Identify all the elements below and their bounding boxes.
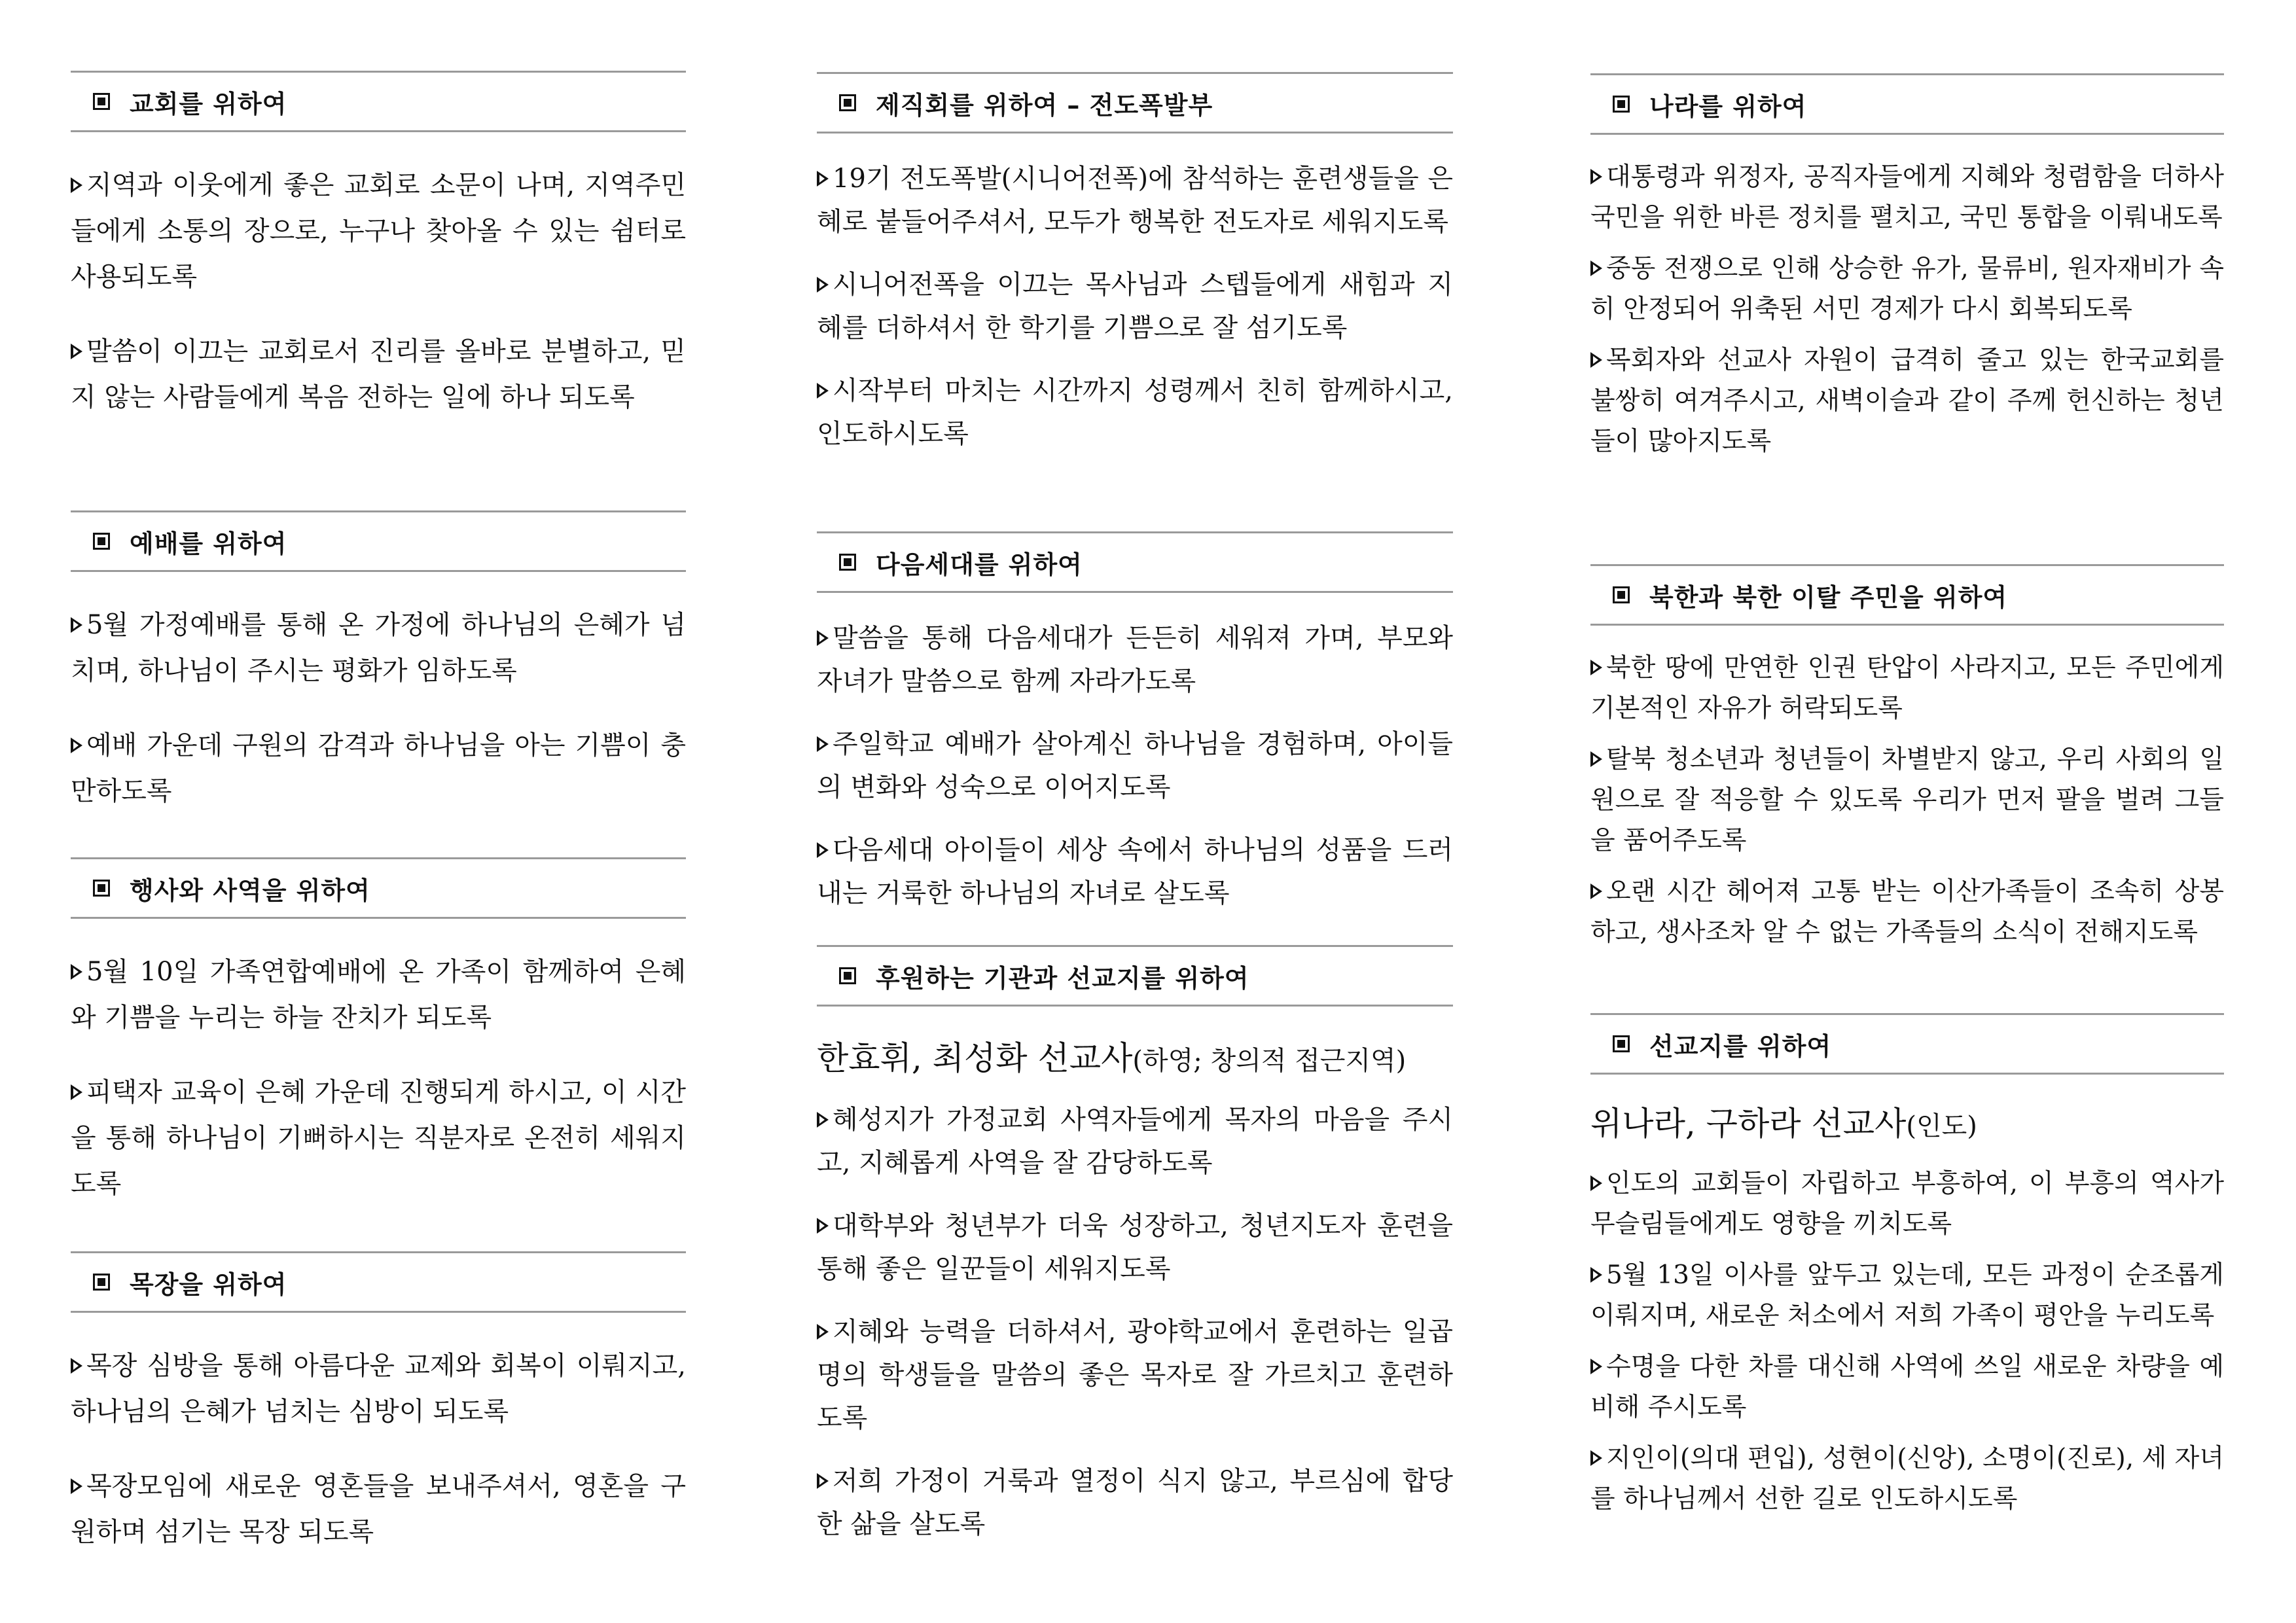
triangle-bullet-icon bbox=[1590, 1175, 1602, 1191]
triangle-bullet-icon bbox=[817, 383, 829, 399]
prayer-list bbox=[71, 919, 686, 1207]
prayer-item: 5월 13일 이사를 앞두고 있는데, 모든 과정이 순조롭게 이뤄지며, 새로운 처소에서 저희 가족이 평안을 누리도록 bbox=[1590, 1260, 2224, 1330]
triangle-bullet-icon bbox=[1590, 751, 1602, 767]
prayer-item: 수명을 다한 차를 대신해 사역에 쓰일 새로운 차량을 예비해 주시도록 bbox=[1590, 1352, 2224, 1422]
triangle-bullet-icon bbox=[71, 1358, 82, 1374]
prayer-list bbox=[71, 572, 686, 814]
section-header bbox=[71, 71, 686, 132]
triangle-bullet-icon bbox=[817, 630, 829, 646]
missionary-location: (하영; 창의적 접근지역) bbox=[1132, 1046, 1407, 1076]
prayer-item: 인도의 교회들이 자립하고 부흥하여, 이 부흥의 역사가 무슬림들에게도 영향을 끼치도록 bbox=[1590, 1169, 2224, 1239]
section-header bbox=[817, 531, 1453, 593]
section-title: 제직회를 위하여 – 전도폭발부 bbox=[876, 90, 1213, 120]
triangle-bullet-icon bbox=[1590, 1359, 1602, 1374]
section-worship bbox=[71, 510, 686, 843]
prayer-item: 혜성지가 가정교회 사역자들에게 목자의 마음을 주시고, 지혜롭게 사역을 잘 감당하도록 bbox=[817, 1105, 1453, 1178]
missionary-name: 위나라, 구하라 선교사(인도) bbox=[1590, 1105, 1977, 1143]
section-title: 교회를 위하여 bbox=[130, 89, 287, 118]
prayer-item: 지역과 이웃에게 좋은 교회로 소문이 나며, 지역주민들에게 소통의 장으로, 누구나 찾아올 수 있는 쉼터로 사용되도록 bbox=[71, 170, 686, 292]
triangle-bullet-icon bbox=[71, 1084, 82, 1100]
prayer-item: 말씀이 이끄는 교회로서 진리를 올바로 분별하고, 믿지 않는 사람들에게 복음 전하는 일에 하나 되도록 bbox=[71, 336, 686, 412]
prayer-item: 목장모임에 새로운 영혼들을 보내주셔서, 영혼을 구원하며 섬기는 목장 되도록 bbox=[71, 1471, 686, 1547]
triangle-bullet-icon bbox=[817, 1112, 829, 1128]
section-title: 선교지를 위하여 bbox=[1649, 1031, 1832, 1061]
section-title: 후원하는 기관과 선교지를 위하여 bbox=[876, 963, 1249, 993]
triangle-bullet-icon bbox=[71, 617, 82, 633]
prayer-list bbox=[1590, 626, 2224, 953]
triangle-bullet-icon bbox=[817, 1473, 829, 1489]
prayer-item: 다음세대 아이들이 세상 속에서 하나님의 성품을 드러내는 거룩한 하나님의 자녀로 살도록 bbox=[817, 835, 1453, 908]
prayer-item: 지인이(의대 편입), 성현이(신앙), 소명이(진로), 세 자녀를 하나님께서 선한 길로 인도하시도록 bbox=[1590, 1444, 2224, 1514]
prayer-item: 목장 심방을 통해 아름다운 교제와 회복이 이뤄지고, 하나님의 은혜가 넘치는 심방이 되도록 bbox=[71, 1351, 686, 1427]
missionary-location: (인도) bbox=[1906, 1111, 1977, 1141]
prayer-list bbox=[817, 134, 1453, 455]
triangle-bullet-icon bbox=[71, 177, 82, 193]
prayer-item: 탈북 청소년과 청년들이 차별받지 않고, 우리 사회의 일원으로 잘 적응할 수 있도록 우리가 먼저 팔을 벌려 그들을 품어주도록 bbox=[1590, 745, 2224, 855]
prayer-item: 오랜 시간 헤어져 고통 받는 이산가족들이 조속히 상봉하고, 생사조차 알 수 없는 가족들의 소식이 전해지도록 bbox=[1590, 877, 2224, 947]
triangle-bullet-icon bbox=[1590, 260, 1602, 276]
prayer-item: 주일학교 예배가 살아계신 하나님을 경험하며, 아이들의 변화와 성숙으로 이어지도록 bbox=[817, 729, 1453, 802]
prayer-item: 시작부터 마치는 시간까지 성령께서 친히 함께하시고, 인도하시도록 bbox=[817, 376, 1453, 449]
prayer-list bbox=[817, 1007, 1453, 1546]
triangle-bullet-icon bbox=[817, 842, 829, 858]
prayer-item: 시니어전폭을 이끄는 목사님과 스텝들에게 새힘과 지혜를 더하셔서 한 학기를 기쁨으로 잘 섬기도록 bbox=[817, 270, 1453, 343]
section-header bbox=[817, 945, 1453, 1007]
section-nation bbox=[1590, 73, 2224, 473]
triangle-bullet-icon bbox=[1590, 1267, 1602, 1283]
square-bullet-icon bbox=[1613, 586, 1630, 603]
section-title: 예배를 위하여 bbox=[130, 529, 287, 558]
triangle-bullet-icon bbox=[1590, 1450, 1602, 1466]
triangle-bullet-icon bbox=[71, 1478, 82, 1494]
section-mission-field bbox=[1590, 1013, 2224, 1530]
prayer-item: 북한 땅에 만연한 인권 탄압이 사라지고, 모든 주민에게 기본적인 자유가 허락되도록 bbox=[1590, 653, 2224, 723]
section-header bbox=[817, 72, 1453, 134]
triangle-bullet-icon bbox=[71, 344, 82, 359]
prayer-list bbox=[817, 593, 1453, 915]
section-header bbox=[1590, 73, 2224, 135]
square-bullet-icon bbox=[93, 533, 110, 550]
triangle-bullet-icon bbox=[71, 738, 82, 753]
prayer-item: 지혜와 능력을 더하셔서, 광야학교에서 훈련하는 일곱 명의 학생들을 말씀의 좋은 목자로 잘 가르치고 훈련하도록 bbox=[817, 1317, 1453, 1433]
section-header bbox=[1590, 1013, 2224, 1075]
square-bullet-icon bbox=[93, 93, 110, 110]
section-deacons bbox=[817, 72, 1453, 475]
section-title: 북한과 북한 이탈 주민을 위하여 bbox=[1649, 582, 2008, 612]
section-church bbox=[71, 71, 686, 449]
prayer-item: 예배 가운데 구원의 감격과 하나님을 아는 기쁨이 충만하도록 bbox=[71, 730, 686, 806]
triangle-bullet-icon bbox=[817, 171, 829, 187]
triangle-bullet-icon bbox=[817, 1324, 829, 1340]
square-bullet-icon bbox=[1613, 1035, 1630, 1052]
triangle-bullet-icon bbox=[1590, 352, 1602, 368]
section-next-generation bbox=[817, 531, 1453, 935]
square-bullet-icon bbox=[93, 880, 110, 897]
square-bullet-icon bbox=[839, 94, 856, 111]
prayer-item: 목회자와 선교사 자원이 급격히 줄고 있는 한국교회를 불쌍히 여겨주시고, 새벽이슬과 같이 주께 헌신하는 청년들이 많아지도록 bbox=[1590, 346, 2224, 456]
section-header bbox=[71, 857, 686, 919]
prayer-item: 피택자 교육이 은혜 가운데 진행되게 하시고, 이 시간을 통해 하나님이 기뻐하시는 직분자로 온전히 세워지도록 bbox=[71, 1077, 686, 1199]
missionary-name: 한효휘, 최성화 선교사(하영; 창의적 접근지역) bbox=[817, 1039, 1407, 1077]
prayer-item: 19기 전도폭발(시니어전폭)에 참석하는 훈련생들을 은혜로 붙들어주셔서, 모두가 행복한 전도자로 세워지도록 bbox=[817, 164, 1453, 237]
section-events bbox=[71, 857, 686, 1236]
prayer-list bbox=[1590, 1075, 2224, 1520]
square-bullet-icon bbox=[839, 554, 856, 571]
square-bullet-icon bbox=[1613, 96, 1630, 113]
prayer-item: 저희 가정이 거룩과 열정이 식지 않고, 부르심에 합당한 삶을 살도록 bbox=[817, 1466, 1453, 1539]
prayer-item: 대통령과 위정자, 공직자들에게 지혜와 청렴함을 더하사 국민을 위한 바른 정치를 펼치고, 국민 통합을 이뤄내도록 bbox=[1590, 162, 2224, 232]
prayer-item: 대학부와 청년부가 더욱 성장하고, 청년지도자 훈련을 통해 좋은 일꾼들이 세워지도록 bbox=[817, 1211, 1453, 1284]
section-header bbox=[1590, 564, 2224, 626]
prayer-item: 5월 가정예배를 통해 온 가정에 하나님의 은혜가 넘치며, 하나님이 주시는 평화가 임하도록 bbox=[71, 610, 686, 686]
triangle-bullet-icon bbox=[1590, 169, 1602, 185]
triangle-bullet-icon bbox=[71, 964, 82, 980]
section-title: 행사와 사역을 위하여 bbox=[130, 876, 370, 905]
square-bullet-icon bbox=[93, 1274, 110, 1291]
prayer-list bbox=[71, 1313, 686, 1555]
square-bullet-icon bbox=[839, 967, 856, 984]
triangle-bullet-icon bbox=[817, 1218, 829, 1234]
triangle-bullet-icon bbox=[817, 277, 829, 293]
prayer-list bbox=[71, 132, 686, 420]
section-header bbox=[71, 1251, 686, 1313]
section-header bbox=[71, 510, 686, 572]
section-title: 다음세대를 위하여 bbox=[876, 550, 1083, 579]
triangle-bullet-icon bbox=[817, 736, 829, 752]
prayer-list bbox=[1590, 135, 2224, 462]
section-support bbox=[817, 945, 1453, 1565]
prayer-item: 중동 전쟁으로 인해 상승한 유가, 물류비, 원자재비가 속히 안정되어 위축된 서민 경제가 다시 회복되도록 bbox=[1590, 254, 2224, 324]
triangle-bullet-icon bbox=[1590, 883, 1602, 899]
section-shepherd bbox=[71, 1251, 686, 1584]
triangle-bullet-icon bbox=[1590, 660, 1602, 675]
section-title: 목장을 위하여 bbox=[130, 1270, 287, 1299]
prayer-item: 5월 10일 가족연합예배에 온 가족이 함께하여 은혜와 기쁨을 누리는 하늘 잔치가 되도록 bbox=[71, 957, 686, 1033]
prayer-item: 말씀을 통해 다음세대가 든든히 세워져 가며, 부모와 자녀가 말씀으로 함께 자라가도록 bbox=[817, 623, 1453, 696]
section-north-korea bbox=[1590, 564, 2224, 963]
section-title: 나라를 위하여 bbox=[1649, 92, 1807, 121]
